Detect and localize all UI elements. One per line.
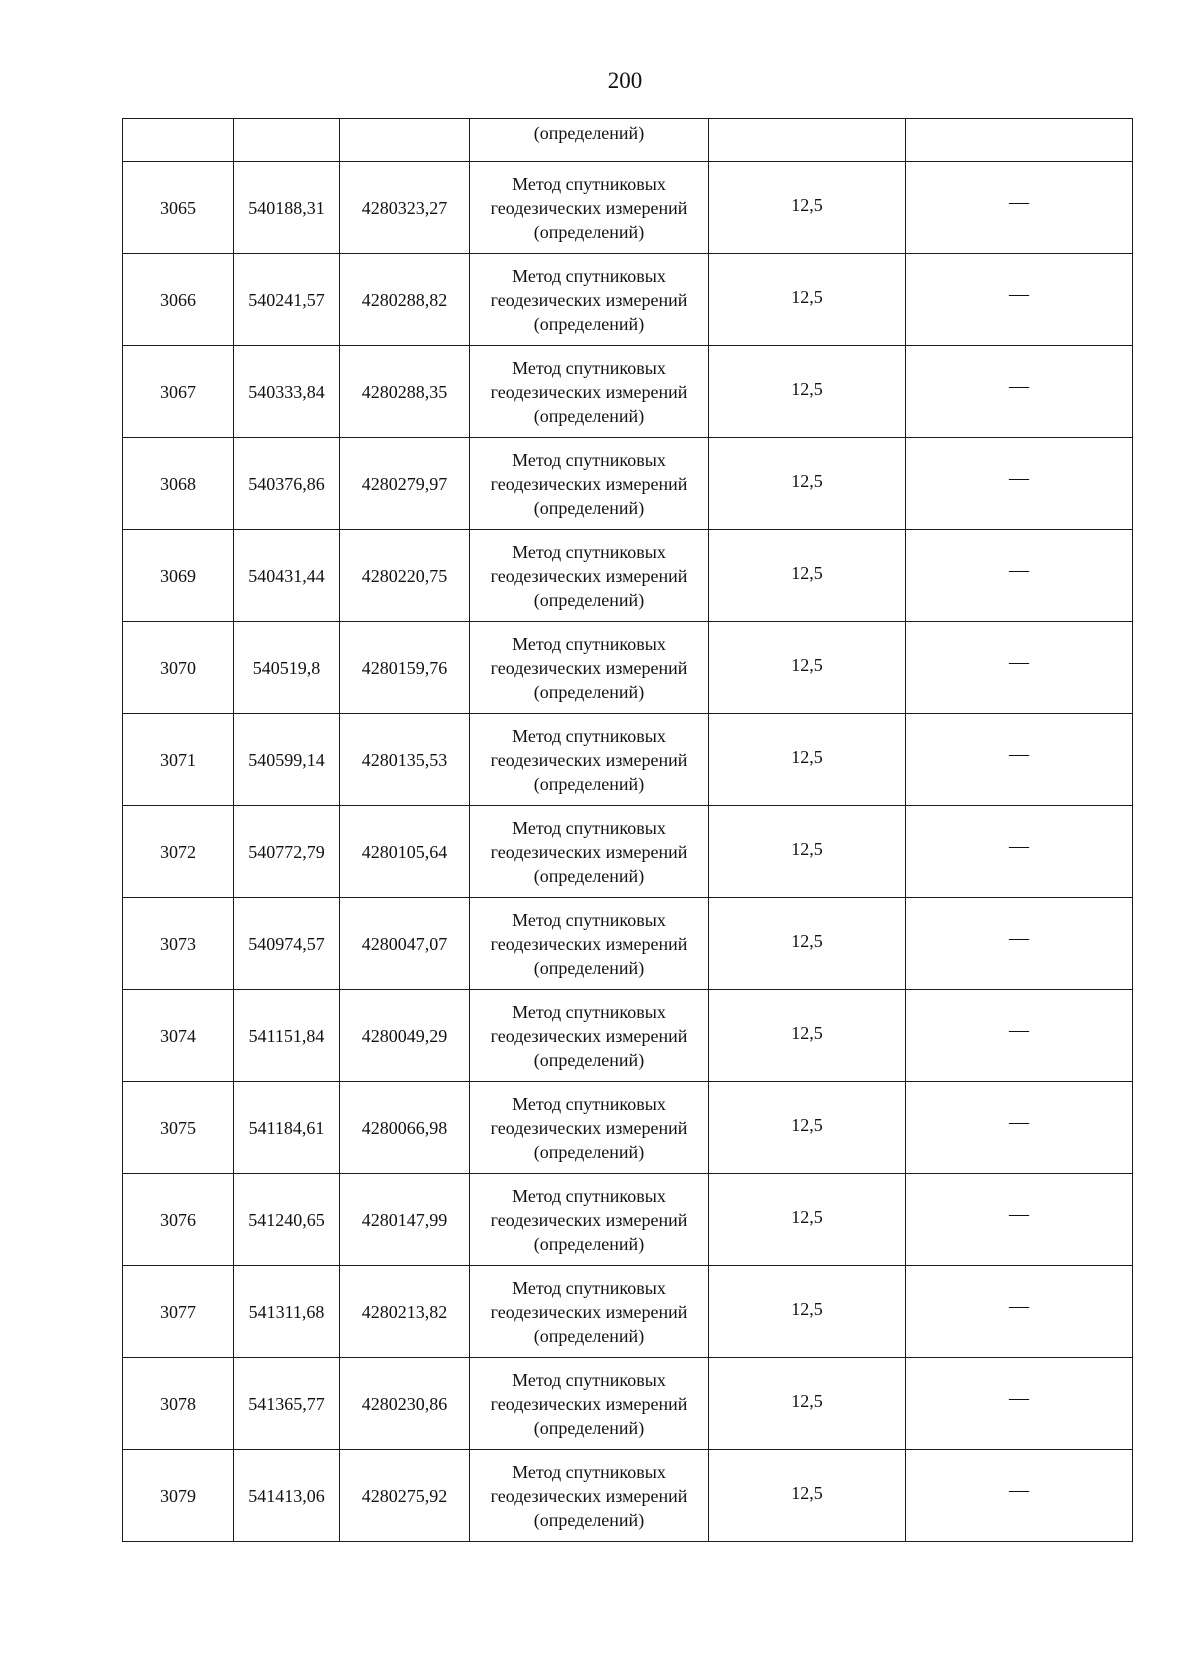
method-line: (определений) bbox=[533, 1049, 645, 1070]
method-line: геодезических измерений bbox=[490, 933, 688, 954]
method-line: геодезических измерений bbox=[490, 473, 688, 494]
point-number-cell: 3067 bbox=[123, 346, 234, 438]
table-row bbox=[123, 1358, 1133, 1450]
continuation-row bbox=[123, 119, 1133, 162]
precision-cell bbox=[709, 119, 906, 162]
y-coordinate-cell: 4280047,07 bbox=[340, 898, 470, 990]
method-line: Метод спутниковых bbox=[512, 1185, 666, 1206]
method-cell bbox=[470, 1082, 709, 1174]
y-coordinate-cell: 4280213,82 bbox=[340, 1266, 470, 1358]
note-dash-cell: — bbox=[906, 254, 1133, 346]
method-cell bbox=[470, 1358, 709, 1450]
method-line: геодезических измерений bbox=[490, 841, 688, 862]
point-number-cell: 3070 bbox=[123, 622, 234, 714]
x-coordinate-cell: 540241,57 bbox=[234, 254, 340, 346]
method-line: (определений) bbox=[533, 681, 645, 702]
x-coordinate-cell: 541365,77 bbox=[234, 1358, 340, 1450]
method-cell bbox=[470, 254, 709, 346]
note-dash-cell: — bbox=[906, 438, 1133, 530]
method-cell bbox=[470, 1174, 709, 1266]
point-number-cell: 3075 bbox=[123, 1082, 234, 1174]
precision-cell: 12,5 bbox=[709, 1174, 906, 1266]
precision-cell: 12,5 bbox=[709, 346, 906, 438]
method-line: Метод спутниковых bbox=[512, 1001, 666, 1022]
precision-cell: 12,5 bbox=[709, 162, 906, 254]
method-line: Метод спутниковых bbox=[512, 1277, 666, 1298]
method-cell bbox=[470, 438, 709, 530]
method-line: Метод спутниковых bbox=[512, 449, 666, 470]
method-cell bbox=[470, 530, 709, 622]
method-line: Метод спутниковых bbox=[512, 725, 666, 746]
method-line: Метод спутниковых bbox=[512, 633, 666, 654]
table-row bbox=[123, 438, 1133, 530]
coordinates-table-container bbox=[122, 118, 1132, 1542]
x-coordinate-cell: 541413,06 bbox=[234, 1450, 340, 1542]
method-cell bbox=[470, 898, 709, 990]
method-line: (определений) bbox=[533, 865, 645, 886]
method-line: геодезических измерений bbox=[490, 381, 688, 402]
note-dash-cell: — bbox=[906, 530, 1133, 622]
y-coordinate-cell: 4280323,27 bbox=[340, 162, 470, 254]
precision-cell: 12,5 bbox=[709, 990, 906, 1082]
method-line: геодезических измерений bbox=[490, 1209, 688, 1230]
method-line: геодезических измерений bbox=[490, 289, 688, 310]
method-line: (определений) bbox=[533, 957, 645, 978]
method-cell bbox=[470, 990, 709, 1082]
x-coordinate-cell: 541240,65 bbox=[234, 1174, 340, 1266]
point-number-cell: 3071 bbox=[123, 714, 234, 806]
table-row bbox=[123, 530, 1133, 622]
y-coordinate-cell: 4280220,75 bbox=[340, 530, 470, 622]
method-line: Метод спутниковых bbox=[512, 1369, 666, 1390]
y-coordinate-cell: 4280147,99 bbox=[340, 1174, 470, 1266]
y-cell bbox=[340, 119, 470, 162]
table-row bbox=[123, 806, 1133, 898]
table-row bbox=[123, 346, 1133, 438]
note-dash-cell: — bbox=[906, 1266, 1133, 1358]
x-cell bbox=[234, 119, 340, 162]
x-coordinate-cell: 540974,57 bbox=[234, 898, 340, 990]
method-cell bbox=[470, 162, 709, 254]
x-coordinate-cell: 540519,8 bbox=[234, 622, 340, 714]
y-coordinate-cell: 4280159,76 bbox=[340, 622, 470, 714]
point-number-cell: 3079 bbox=[123, 1450, 234, 1542]
method-cell bbox=[470, 1266, 709, 1358]
table-row bbox=[123, 622, 1133, 714]
page-number: 200 bbox=[607, 68, 643, 93]
method-line: геодезических измерений bbox=[490, 565, 688, 586]
precision-cell: 12,5 bbox=[709, 438, 906, 530]
method-cell: (определений) bbox=[470, 119, 709, 162]
method-line: Метод спутниковых bbox=[512, 173, 666, 194]
y-coordinate-cell: 4280049,29 bbox=[340, 990, 470, 1082]
y-coordinate-cell: 4280288,82 bbox=[340, 254, 470, 346]
x-coordinate-cell: 541151,84 bbox=[234, 990, 340, 1082]
method-line: (определений) bbox=[533, 313, 645, 334]
y-coordinate-cell: 4280288,35 bbox=[340, 346, 470, 438]
x-coordinate-cell: 540333,84 bbox=[234, 346, 340, 438]
y-coordinate-cell: 4280105,64 bbox=[340, 806, 470, 898]
note-cell bbox=[906, 119, 1133, 162]
x-coordinate-cell: 540599,14 bbox=[234, 714, 340, 806]
method-cell bbox=[470, 714, 709, 806]
note-dash-cell: — bbox=[906, 898, 1133, 990]
precision-cell: 12,5 bbox=[709, 622, 906, 714]
point-cell bbox=[123, 119, 234, 162]
method-line: Метод спутниковых bbox=[512, 357, 666, 378]
method-line: (определений) bbox=[533, 1417, 645, 1438]
x-coordinate-cell: 540188,31 bbox=[234, 162, 340, 254]
method-line: геодезических измерений bbox=[490, 1025, 688, 1046]
y-coordinate-cell: 4280066,98 bbox=[340, 1082, 470, 1174]
point-number-cell: 3072 bbox=[123, 806, 234, 898]
note-dash-cell: — bbox=[906, 622, 1133, 714]
note-dash-cell: — bbox=[906, 1082, 1133, 1174]
precision-cell: 12,5 bbox=[709, 254, 906, 346]
method-line: (определений) bbox=[533, 405, 645, 426]
method-line: (определений) bbox=[533, 497, 645, 518]
table-row bbox=[123, 898, 1133, 990]
y-coordinate-cell: 4280230,86 bbox=[340, 1358, 470, 1450]
table-row bbox=[123, 1174, 1133, 1266]
precision-cell: 12,5 bbox=[709, 806, 906, 898]
method-line: геодезических измерений bbox=[490, 197, 688, 218]
y-coordinate-cell: 4280275,92 bbox=[340, 1450, 470, 1542]
x-coordinate-cell: 540772,79 bbox=[234, 806, 340, 898]
method-line: (определений) bbox=[533, 221, 645, 242]
note-dash-cell: — bbox=[906, 990, 1133, 1082]
method-cell bbox=[470, 806, 709, 898]
x-coordinate-cell: 540431,44 bbox=[234, 530, 340, 622]
table-row bbox=[123, 990, 1133, 1082]
method-line: Метод спутниковых bbox=[512, 265, 666, 286]
table-row bbox=[123, 1082, 1133, 1174]
method-cell bbox=[470, 346, 709, 438]
precision-cell: 12,5 bbox=[709, 1266, 906, 1358]
note-dash-cell: — bbox=[906, 162, 1133, 254]
method-cell bbox=[470, 1450, 709, 1542]
method-cell bbox=[470, 622, 709, 714]
method-line: (определений) bbox=[533, 1233, 645, 1254]
method-line: (определений) bbox=[533, 589, 645, 610]
precision-cell: 12,5 bbox=[709, 714, 906, 806]
table-row bbox=[123, 254, 1133, 346]
point-number-cell: 3069 bbox=[123, 530, 234, 622]
point-number-cell: 3065 bbox=[123, 162, 234, 254]
method-line: (определений) bbox=[533, 1509, 645, 1530]
precision-cell: 12,5 bbox=[709, 1450, 906, 1542]
note-dash-cell: — bbox=[906, 1174, 1133, 1266]
table-row bbox=[123, 1450, 1133, 1542]
point-number-cell: 3066 bbox=[123, 254, 234, 346]
method-line: (определений) bbox=[533, 773, 645, 794]
note-dash-cell: — bbox=[906, 346, 1133, 438]
method-line: Метод спутниковых bbox=[512, 1461, 666, 1482]
note-dash-cell: — bbox=[906, 1358, 1133, 1450]
y-coordinate-cell: 4280279,97 bbox=[340, 438, 470, 530]
method-line: геодезических измерений bbox=[490, 657, 688, 678]
point-number-cell: 3073 bbox=[123, 898, 234, 990]
note-dash-cell: — bbox=[906, 806, 1133, 898]
method-line: геодезических измерений bbox=[490, 1301, 688, 1322]
precision-cell: 12,5 bbox=[709, 1082, 906, 1174]
coordinates-table bbox=[122, 118, 1133, 1542]
method-line: Метод спутниковых bbox=[512, 1093, 666, 1114]
x-coordinate-cell: 541311,68 bbox=[234, 1266, 340, 1358]
method-line: геодезических измерений bbox=[490, 749, 688, 770]
table-row bbox=[123, 162, 1133, 254]
table-row bbox=[123, 1266, 1133, 1358]
x-coordinate-cell: 541184,61 bbox=[234, 1082, 340, 1174]
note-dash-cell: — bbox=[906, 1450, 1133, 1542]
table-row bbox=[123, 714, 1133, 806]
point-number-cell: 3074 bbox=[123, 990, 234, 1082]
precision-cell: 12,5 bbox=[709, 898, 906, 990]
precision-cell: 12,5 bbox=[709, 1358, 906, 1450]
precision-cell: 12,5 bbox=[709, 530, 906, 622]
point-number-cell: 3077 bbox=[123, 1266, 234, 1358]
method-line: Метод спутниковых bbox=[512, 541, 666, 562]
method-line: Метод спутниковых bbox=[512, 909, 666, 930]
x-coordinate-cell: 540376,86 bbox=[234, 438, 340, 530]
point-number-cell: 3068 bbox=[123, 438, 234, 530]
table-body bbox=[123, 119, 1133, 1542]
method-line: (определений) bbox=[533, 1141, 645, 1162]
method-line: геодезических измерений bbox=[490, 1393, 688, 1414]
method-line: Метод спутниковых bbox=[512, 817, 666, 838]
y-coordinate-cell: 4280135,53 bbox=[340, 714, 470, 806]
point-number-cell: 3076 bbox=[123, 1174, 234, 1266]
method-line: геодезических измерений bbox=[490, 1117, 688, 1138]
method-line: геодезических измерений bbox=[490, 1485, 688, 1506]
note-dash-cell: — bbox=[906, 714, 1133, 806]
point-number-cell: 3078 bbox=[123, 1358, 234, 1450]
method-line: (определений) bbox=[533, 1325, 645, 1346]
